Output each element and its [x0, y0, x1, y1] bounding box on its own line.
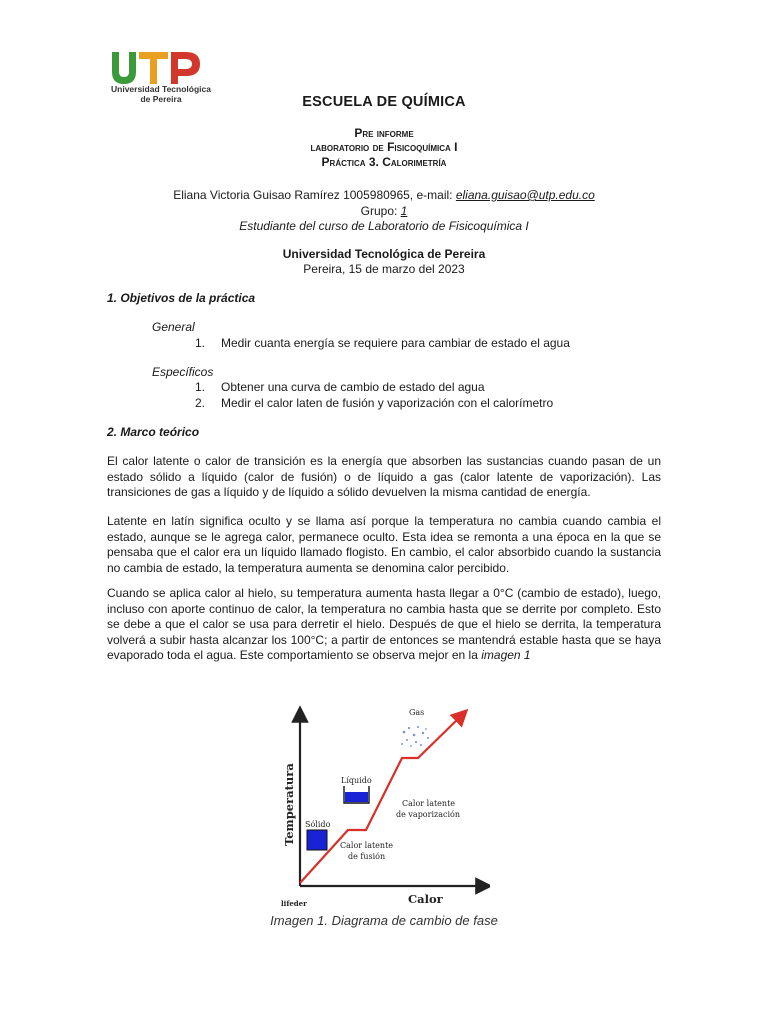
paragraph-3 — [107, 586, 661, 664]
school-title: ESCUELA DE QUÍMICA — [302, 94, 466, 110]
date-line: Pereira, 15 de marzo del 2023 — [303, 262, 465, 276]
list-item — [195, 336, 570, 350]
student-line: Estudiante del curso de Laboratorio de Fisicoquímica I — [239, 219, 529, 233]
list-text: Medir cuanta energía se requiere para cambiar de estado el agua — [221, 336, 570, 350]
practica-title: Práctica 3. Calorimetría — [321, 155, 447, 169]
email-link[interactable]: eliana.guisao@utp.edu.co — [455, 188, 595, 202]
author-text: Eliana Victoria Guisao Ramírez 1005980965, e-mail: — [173, 188, 456, 202]
university-name: Universidad Tecnológica de Pereira — [282, 247, 486, 261]
vapor-label-1: Calor latente — [402, 799, 456, 808]
section-1-heading: 1. Objetivos de la práctica — [107, 291, 256, 305]
list-item — [195, 380, 485, 394]
list-number: 2. — [195, 396, 206, 410]
grupo-value: 1 — [400, 204, 408, 218]
solid-box — [307, 830, 327, 850]
logo-line-2: de Pereira — [140, 94, 182, 104]
watermark: lifeder — [281, 899, 307, 908]
fusion-label-1: Calor latente — [340, 841, 394, 850]
gas-particles — [401, 726, 429, 747]
pre-informe-title: Pre informe — [354, 126, 414, 140]
gas-label: Gas — [409, 708, 425, 717]
general-label: General — [152, 320, 195, 334]
liquido-label: Líquido — [341, 776, 372, 785]
list-text: Medir el calor laten de fusión y vaporización con el calorímetro — [221, 396, 554, 410]
grupo-line — [0, 203, 768, 219]
paragraph-1: El calor latente o calor de transición es la energía que absorben las sustancias cuando pasan de un estado sólido a líquido (calor de fusión) o de líquido a gas (calor latente de vaporización). Las transiciones de gas a líquido y de líquido a sólido devuelven la misma cantidad de energía. — [107, 454, 661, 499]
solido-label: Sólido — [305, 820, 331, 829]
paragraph-2: Latente en latín significa oculto y se llama así porque la temperatura no cambia cuando cambia el estado, aunque se le agrega calor, permanece oculto. Esta idea se remonta a una época en la que se pensaba que el calor era un líquido llamado flogisto. En cambio, el calor absorbido cuando la sustancia no cambia de estado, la temperatura aumenta se denomina calor percibido. — [107, 514, 661, 575]
image-reference: imagen 1 — [481, 648, 531, 662]
lab-title: laboratorio de Fisicoquímica I — [310, 140, 458, 154]
fusion-label-2: de fusión — [348, 852, 386, 861]
vapor-label-2: de vaporización — [396, 810, 460, 819]
list-item — [195, 396, 553, 410]
list-text: Obtener una curva de cambio de estado del agua — [221, 380, 485, 394]
especificos-label: Específicos — [152, 365, 214, 379]
ylabel: Temperatura — [282, 763, 296, 846]
section-2-heading: 2. Marco teórico — [107, 425, 200, 439]
xlabel: Calor — [408, 892, 443, 906]
list-number: 1. — [195, 336, 206, 350]
phase-change-diagram — [278, 700, 490, 912]
grupo-label: Grupo: — [360, 204, 401, 218]
list-number: 1. — [195, 380, 206, 394]
liquid-fill — [345, 792, 368, 802]
paragraph-3-text: Cuando se aplica calor al hielo, su temperatura aumenta hasta llegar a 0°C (cambio de estado), luego, incluso con aporte continuo de calor, la temperatura no cambia hasta que se derrite por completo. Esto se debe a que el calor se usa para derretir el hielo. Después de que el hielo se derrita, la temperatura volverá a subir hasta alcanzar los 100°C; a partir de entonces se mantendrá estable hasta que se haya evaporado toda el agua. Este comportamiento se observa mejor en la — [107, 586, 661, 662]
logo-line-1: Universidad Tecnológica — [111, 84, 211, 94]
author-line — [0, 187, 768, 203]
figure-caption: Imagen 1. Diagrama de cambio de fase — [270, 913, 498, 928]
